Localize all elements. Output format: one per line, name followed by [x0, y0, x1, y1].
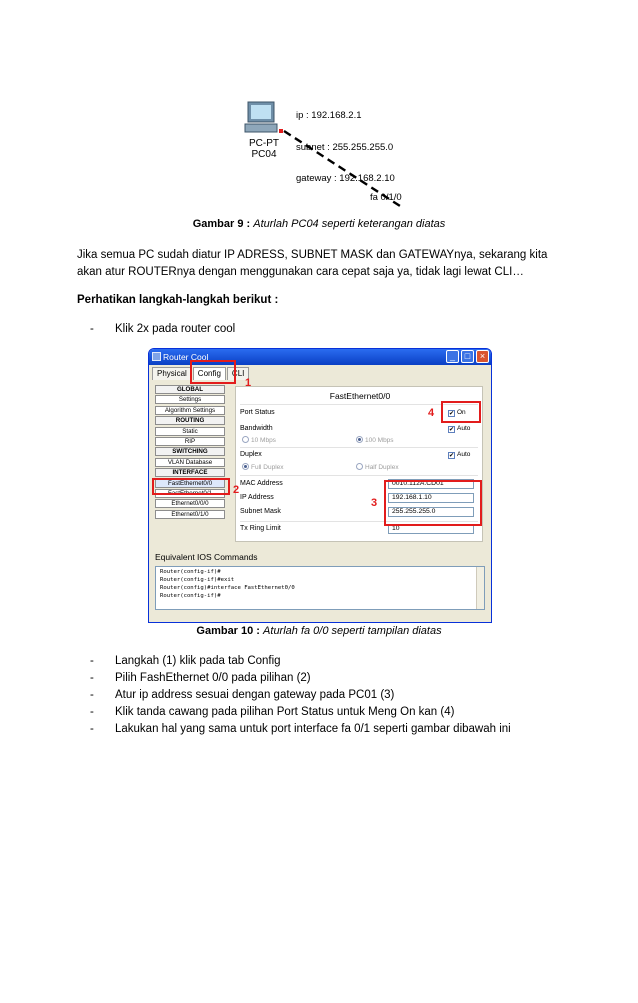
- radio-icon: [242, 463, 249, 470]
- list-item: - Langkah (1) klik pada tab Config: [77, 653, 597, 670]
- sidebar-item-fastethernet0-0[interactable]: FastEthernet0/0: [155, 479, 225, 488]
- check-icon: ✔: [449, 453, 455, 459]
- ios-commands-box: [155, 566, 485, 610]
- bandwidth-label: Bandwidth: [240, 425, 273, 432]
- ip-address-field[interactable]: 192.168.1.10: [388, 493, 474, 503]
- subnet-line: subnet : 255.255.255.0: [296, 141, 394, 153]
- caption-text: Aturlah fa 0/0 seperti tampilan diatas: [263, 625, 442, 637]
- ios-scrollbar[interactable]: [476, 567, 484, 609]
- marker-1: 1: [245, 377, 252, 389]
- duplex-auto-checkbox[interactable]: [448, 451, 470, 459]
- tx-ring-limit-field[interactable]: 10: [388, 524, 474, 534]
- marker-3: 3: [371, 497, 378, 509]
- duplex-auto-label: Auto: [457, 451, 471, 458]
- sidebar-item-rip[interactable]: RIP: [155, 437, 225, 446]
- check-icon: ✔: [449, 411, 455, 417]
- marker-2: 2: [233, 484, 240, 496]
- config-sidebar: [155, 385, 225, 520]
- pc-icon: [245, 102, 283, 133]
- divider: [240, 447, 478, 448]
- bandwidth-auto-label: Auto: [457, 425, 471, 432]
- ios-line: Router(config-if)#: [160, 569, 221, 575]
- steps-list: [77, 653, 597, 738]
- sidebar-item-algorithm-settings[interactable]: Algorithm Settings: [155, 406, 225, 415]
- highlight-ip-fields: [384, 480, 482, 526]
- maximize-icon[interactable]: □: [461, 350, 474, 363]
- tx-ring-limit-label: Tx Ring Limit: [240, 525, 281, 532]
- steps-heading: Perhatikan langkah-langkah berikut :: [77, 294, 279, 306]
- panel-title: FastEthernet0/0: [329, 391, 391, 401]
- marker-4: 4: [428, 407, 435, 419]
- subnet-mask-label: Subnet Mask: [240, 508, 281, 515]
- first-step-list: [77, 321, 557, 338]
- bandwidth-10-radio[interactable]: [242, 436, 276, 444]
- list-item: - Klik tanda cawang pada pilihan Port Status untuk Meng On kan (4): [77, 704, 597, 721]
- pc-ip-config: [296, 90, 395, 206]
- highlight-port-status: [441, 401, 481, 423]
- list-item: - Lakukan hal yang sama untuk port interface fa 0/1 seperti gambar dibawah ini: [77, 721, 597, 738]
- ios-commands-label: Equivalent IOS Commands: [155, 552, 258, 562]
- half-duplex-radio[interactable]: [356, 463, 399, 471]
- tab-physical[interactable]: Physical: [152, 367, 192, 380]
- highlight-fastethernet: [152, 478, 230, 495]
- divider: [240, 475, 478, 476]
- mac-address-field[interactable]: 0010.112A.CD01: [388, 479, 474, 489]
- ios-line: Router(config-if)#exit: [160, 577, 235, 583]
- sidebar-section-switching: SWITCHING: [155, 447, 225, 456]
- router-config-window: [148, 348, 492, 623]
- sidebar-section-routing: ROUTING: [155, 416, 225, 425]
- bandwidth-100-label: 100 Mbps: [365, 437, 394, 444]
- port-status-value: On: [457, 409, 466, 416]
- figure-9-topology: [240, 88, 450, 208]
- sidebar-section-global: GLOBAL: [155, 385, 225, 394]
- bandwidth-100-radio[interactable]: [356, 436, 394, 444]
- full-duplex-label: Full Duplex: [251, 464, 284, 471]
- pc-name: PC04: [251, 149, 277, 160]
- port-status-label: Port Status: [240, 409, 275, 416]
- highlight-config-tab: [190, 360, 236, 384]
- mac-address-label: MAC Address: [240, 480, 283, 487]
- radio-icon: [242, 436, 249, 443]
- subnet-mask-field[interactable]: 255.255.255.0: [388, 507, 474, 517]
- bandwidth-auto-checkbox[interactable]: [448, 425, 470, 433]
- ios-line: Router(config)#interface FastEthernet0/0: [160, 585, 295, 591]
- window-title: Router Cool: [163, 352, 209, 362]
- tab-cli[interactable]: CLI: [227, 367, 249, 380]
- list-item: - Atur ip address sesuai dengan gateway pada PC01 (3): [77, 687, 597, 704]
- app-icon: [152, 352, 161, 361]
- list-item: - Klik 2x pada router cool: [77, 321, 557, 338]
- figure-9-caption: [0, 218, 638, 230]
- caption-text: Aturlah PC04 seperti keterangan diatas: [253, 218, 446, 230]
- gateway-line: gateway : 192.168.2.10: [296, 173, 395, 184]
- tab-config[interactable]: Config: [193, 367, 226, 380]
- sidebar-item-ethernet0-0-0[interactable]: Ethernet0/0/0: [155, 499, 225, 508]
- bandwidth-10-label: 10 Mbps: [251, 437, 276, 444]
- check-icon: ✔: [449, 427, 455, 433]
- list-item: - Pilih FashEthernet 0/0 pada pilihan (2): [77, 670, 597, 687]
- ip-line: ip : 192.168.2.1: [296, 110, 362, 121]
- close-icon[interactable]: ×: [476, 350, 489, 363]
- minimize-icon[interactable]: _: [446, 350, 459, 363]
- duplex-label: Duplex: [240, 451, 262, 458]
- full-duplex-radio[interactable]: [242, 463, 284, 471]
- sidebar-section-interface: INTERFACE: [155, 468, 225, 477]
- half-duplex-label: Half Duplex: [365, 464, 399, 471]
- intro-paragraph: Jika semua PC sudah diatur IP ADRESS, SUBNET MASK dan GATEWAYnya, sekarang kita akan atur ROUTERnya dengan menggunakan cara cepat saja ya, tidak lagi lewat CLI…: [77, 249, 548, 278]
- sidebar-item-settings[interactable]: Settings: [155, 395, 225, 404]
- ios-line: Router(config-if)#: [160, 593, 221, 599]
- ip-address-label: IP Address: [240, 494, 274, 501]
- caption-label: Gambar 10 :: [196, 625, 260, 637]
- pc-type: PC-PT: [249, 138, 279, 149]
- figure-10-caption: [0, 625, 638, 637]
- caption-label: Gambar 9 :: [192, 218, 251, 230]
- port-label: fa 0/1/0: [370, 192, 402, 203]
- sidebar-item-ethernet0-1-0[interactable]: Ethernet0/1/0: [155, 510, 225, 519]
- radio-icon: [356, 436, 363, 443]
- sidebar-item-static[interactable]: Static: [155, 427, 225, 436]
- radio-icon: [356, 463, 363, 470]
- sidebar-item-vlan-database[interactable]: VLAN Database: [155, 458, 225, 467]
- pc-label: [242, 138, 286, 160]
- sidebar-item-fastethernet0-1[interactable]: FastEthernet0/1: [155, 489, 225, 498]
